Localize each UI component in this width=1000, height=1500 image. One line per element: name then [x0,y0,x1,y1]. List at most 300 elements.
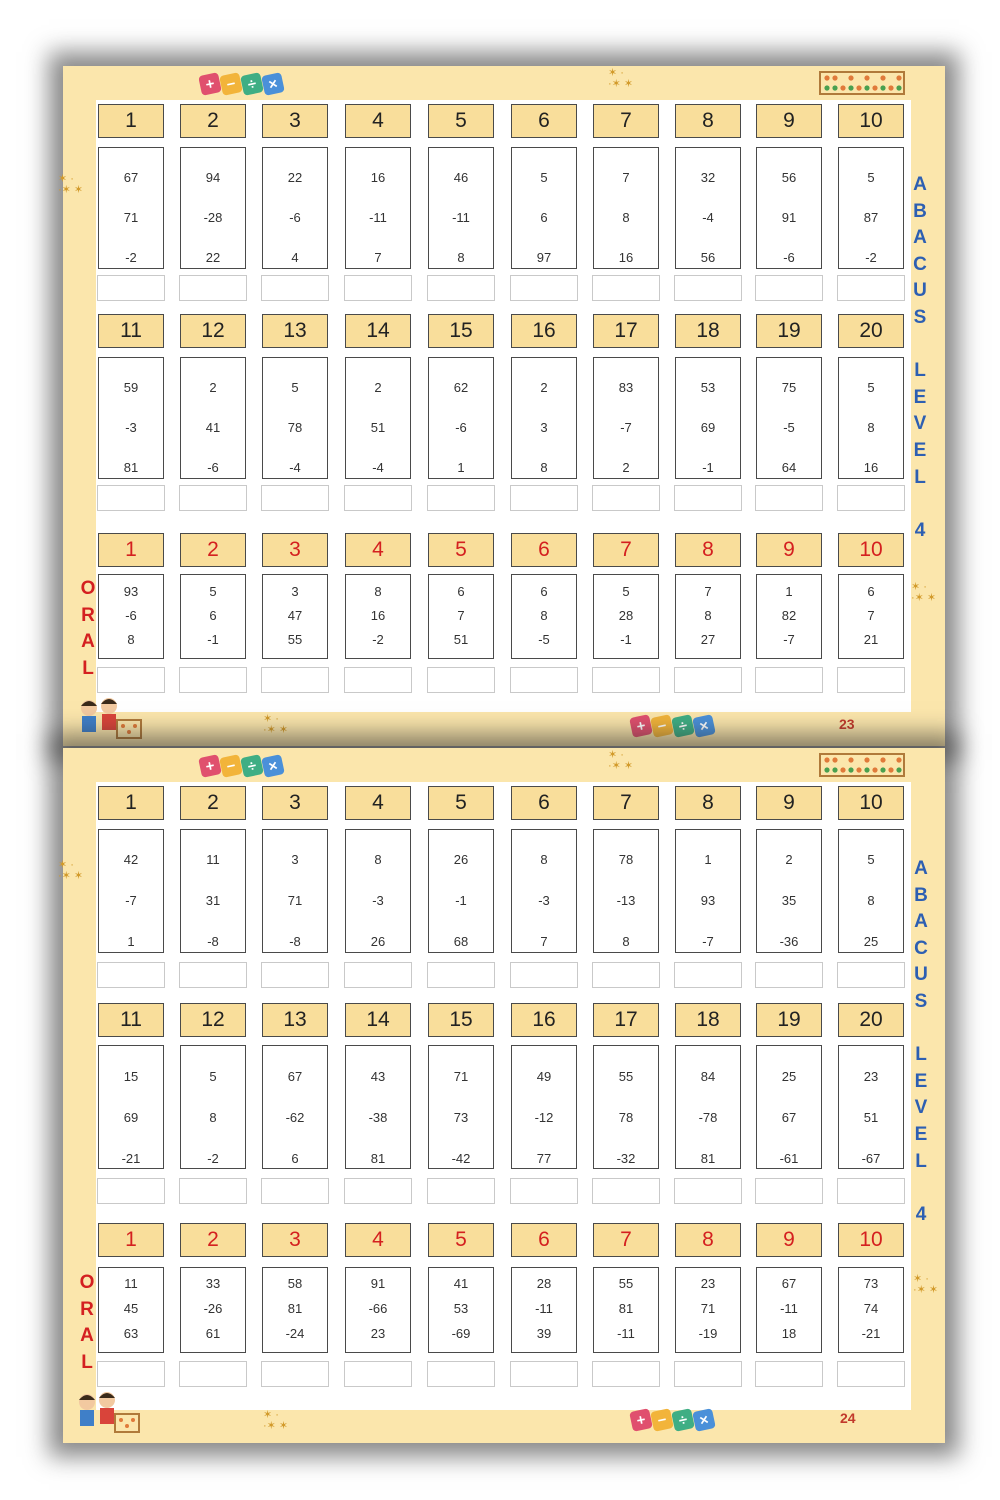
answer-box[interactable] [427,1361,495,1387]
problem-number: 6 [457,584,465,599]
problem-number: 83 [618,380,634,395]
oral-question-number: 7 [593,1223,659,1257]
problem-number: -5 [538,632,550,647]
question-number: 6 [511,786,577,820]
question-number: 5 [428,104,494,138]
problem-number: 16 [370,170,386,185]
side-letter [910,332,930,359]
side-letter: E [913,386,927,408]
answer-box[interactable] [837,667,905,693]
problem-number: 8 [622,934,630,949]
oral-question-number: 10 [838,1223,904,1257]
answer-box[interactable] [837,275,905,301]
problem-box [756,574,822,659]
question-number: 13 [262,1003,328,1037]
answer-box[interactable] [261,962,329,988]
operator-symbol-icon: × [692,1408,716,1432]
answer-box[interactable] [755,1178,823,1204]
problem-number: 41 [453,1276,469,1291]
problem-box [98,574,164,659]
problem-box [180,147,246,269]
operator-symbol-icon: ÷ [240,754,264,778]
problem-number: 69 [700,420,716,435]
oral-question-number: 10 [838,533,904,567]
answer-box[interactable] [344,962,412,988]
sparkle-icon: ✶ · ·✶ ✶ [58,173,84,196]
problem-box [511,357,577,479]
problem-number: 56 [700,250,716,265]
answer-box[interactable] [510,1178,578,1204]
answer-box[interactable] [837,485,905,511]
sparkle-icon: ✶ · ·✶ ✶ [263,713,289,736]
problem-number: -6 [455,420,467,435]
problem-number: 25 [863,934,879,949]
problem-box [675,829,741,953]
oral-question-number: 2 [180,533,246,567]
problem-number: 23 [700,1276,716,1291]
problem-box [262,829,328,953]
answer-box[interactable] [179,962,247,988]
problem-number: 23 [863,1069,879,1084]
side-letter: C [913,253,927,275]
question-number: 6 [511,104,577,138]
problem-number: -8 [289,934,301,949]
side-letter: A [914,858,928,879]
problem-number: 97 [536,250,552,265]
kids-with-abacus-icon [69,1390,141,1436]
sparkle-icon: ✶ · ·✶ ✶ [608,749,634,772]
problem-box [511,1267,577,1353]
problem-number: 1 [785,584,793,599]
answer-box[interactable] [261,485,329,511]
problem-number: 8 [209,1110,217,1125]
problem-number: 6 [209,608,217,623]
answer-box[interactable] [510,962,578,988]
sparkle-icon: ✶ · ·✶ ✶ [911,581,937,604]
problem-number: -7 [125,893,137,908]
question-number: 20 [838,1003,904,1037]
problem-number: 26 [453,852,469,867]
problem-number: -12 [534,1110,554,1125]
abacus-icon [819,71,905,95]
answer-box[interactable] [344,1178,412,1204]
operator-symbol-icon: ÷ [240,72,264,96]
problem-number: -1 [455,893,467,908]
operator-symbol-icon: + [629,714,653,738]
problem-box [593,574,659,659]
question-number: 17 [593,1003,659,1037]
problem-number: 7 [622,170,630,185]
problem-box [180,829,246,953]
problem-number: 68 [453,934,469,949]
answer-box[interactable] [510,275,578,301]
answer-box[interactable] [592,962,660,988]
problem-number: -66 [368,1301,388,1316]
question-number: 8 [675,104,741,138]
problem-number: 81 [618,1301,634,1316]
answer-box[interactable] [179,275,247,301]
problem-number: 73 [453,1110,469,1125]
problem-number: 56 [781,170,797,185]
answer-box[interactable] [837,1361,905,1387]
problem-box [675,1267,741,1353]
problem-box [345,147,411,269]
side-letter: L [915,1150,927,1172]
operator-symbol-icon: × [261,72,285,96]
answer-box[interactable] [592,1178,660,1204]
answer-box[interactable] [427,962,495,988]
side-letter: S [913,306,927,328]
answer-box[interactable] [510,1361,578,1387]
problem-number: 28 [618,608,634,623]
problem-box [98,357,164,479]
problem-number: 91 [781,210,797,225]
problem-number: 73 [863,1276,879,1291]
oral-letter: R [80,1298,94,1320]
question-number: 18 [675,314,741,348]
side-letter: S [914,990,928,1012]
question-number: 7 [593,104,659,138]
question-number: 11 [98,1003,164,1037]
side-letter: V [913,413,927,435]
problem-box [180,1045,246,1169]
answer-box[interactable] [592,275,660,301]
problem-number: 53 [700,380,716,395]
answer-box[interactable] [179,1178,247,1204]
side-letter: A [914,911,928,933]
problem-number: 22 [287,170,303,185]
problem-box [511,1045,577,1169]
question-number: 4 [345,786,411,820]
oral-letter: A [80,1325,94,1347]
problem-number: 71 [700,1301,716,1316]
answer-box[interactable] [344,667,412,693]
problem-number: 55 [618,1276,634,1291]
answer-box[interactable] [674,962,742,988]
answer-box[interactable] [97,962,165,988]
problem-number: 61 [205,1326,221,1341]
side-letter: A [913,227,927,249]
problem-box [675,357,741,479]
problem-number: 6 [867,584,875,599]
operator-symbol-icon: − [219,72,243,96]
problem-number: 7 [704,584,712,599]
problem-box [838,147,904,269]
answer-box[interactable] [837,962,905,988]
worksheet-area [96,100,911,712]
problem-number: 39 [536,1326,552,1341]
question-number: 8 [675,786,741,820]
problem-number: 75 [781,380,797,395]
operator-symbol-icon: + [629,1408,653,1432]
answer-box[interactable] [592,1361,660,1387]
operator-symbol-icon: × [692,714,716,738]
problem-number: 2 [209,380,217,395]
problem-number: -36 [779,934,799,949]
problem-number: 5 [291,380,299,395]
problem-number: 7 [540,934,548,949]
problem-number: 5 [209,1069,217,1084]
problem-number: 2 [374,380,382,395]
side-letter: 4 [914,519,926,541]
question-number: 7 [593,786,659,820]
problem-number: 32 [700,170,716,185]
problem-number: 78 [618,1110,634,1125]
problem-number: 81 [287,1301,303,1316]
problem-box [428,574,494,659]
problem-box [345,574,411,659]
answer-box[interactable] [592,667,660,693]
problem-number: 1 [127,934,135,949]
answer-box[interactable] [427,667,495,693]
problem-number: -11 [452,210,470,225]
problem-number: 67 [123,170,139,185]
question-number: 10 [838,786,904,820]
problem-number: 51 [370,420,386,435]
problem-number: -24 [285,1326,305,1341]
answer-box[interactable] [755,485,823,511]
answer-box[interactable] [592,485,660,511]
abacus-level-label [910,172,930,544]
problem-number: -4 [372,460,384,475]
problem-number: 5 [867,852,875,867]
problem-number: 93 [123,584,139,599]
problem-number: 6 [291,1151,299,1166]
answer-box[interactable] [97,275,165,301]
problem-number: -2 [372,632,384,647]
worksheet-page-24 [58,748,945,1443]
problem-number: -7 [620,420,632,435]
problem-number: 35 [781,893,797,908]
problem-number: 28 [536,1276,552,1291]
oral-letter: O [79,1272,95,1293]
oral-question-number: 9 [756,1223,822,1257]
question-number: 18 [675,1003,741,1037]
problem-number: 3 [540,420,548,435]
side-letter: B [914,884,928,906]
problem-number: -3 [372,893,384,908]
operator-symbol-icon: − [650,1408,674,1432]
problem-number: 43 [370,1069,386,1084]
math-operators-icon [631,716,714,736]
problem-number: 55 [618,1069,634,1084]
problem-box [593,1045,659,1169]
question-number: 9 [756,786,822,820]
answer-box[interactable] [427,275,495,301]
math-operators-icon [631,1410,714,1430]
problem-number: 2 [540,380,548,395]
sparkle-icon: ✶ · ·✶ ✶ [913,1273,939,1296]
oral-question-number: 3 [262,533,328,567]
problem-number: 7 [867,608,875,623]
oral-question-number: 5 [428,533,494,567]
side-letter: U [914,964,928,986]
question-number: 16 [511,314,577,348]
oral-question-number: 7 [593,533,659,567]
question-number: 14 [345,1003,411,1037]
question-number: 9 [756,104,822,138]
abacus-level-label [911,856,931,1228]
answer-box[interactable] [755,1361,823,1387]
problem-box [756,1267,822,1353]
problem-box [838,574,904,659]
problem-number: -1 [702,460,714,475]
math-operators-icon [200,74,283,94]
question-number: 11 [98,314,164,348]
problem-number: 8 [867,420,875,435]
problem-number: -7 [702,934,714,949]
question-number: 14 [345,314,411,348]
side-letter: E [914,1123,928,1145]
problem-box [756,1045,822,1169]
problem-number: 45 [123,1301,139,1316]
answer-box[interactable] [837,1178,905,1204]
problem-number: 94 [205,170,221,185]
answer-box[interactable] [674,1361,742,1387]
problem-number: 62 [453,380,469,395]
problem-number: -11 [535,1301,553,1316]
problem-box [262,357,328,479]
question-number: 15 [428,314,494,348]
answer-box[interactable] [755,962,823,988]
problem-number: 51 [453,632,469,647]
problem-number: -38 [368,1110,388,1125]
sparkle-icon: ✶ · ·✶ ✶ [58,859,84,882]
problem-box [345,357,411,479]
sparkle-icon: ✶ · ·✶ ✶ [263,1409,289,1432]
worksheet-page-23 [58,66,945,746]
side-letter: E [914,1070,928,1092]
problem-box [593,829,659,953]
problem-box [345,1045,411,1169]
answer-box[interactable] [179,667,247,693]
problem-box [262,574,328,659]
problem-number: 3 [291,852,299,867]
oral-question-number: 8 [675,533,741,567]
problem-box [511,829,577,953]
problem-number: -26 [203,1301,223,1316]
side-letter: 4 [915,1203,927,1225]
worksheet-area [96,782,911,1410]
answer-box[interactable] [261,1178,329,1204]
problem-number: 18 [781,1326,797,1341]
problem-box [345,829,411,953]
answer-box[interactable] [755,667,823,693]
answer-box[interactable] [755,275,823,301]
answer-box[interactable] [97,485,165,511]
oral-letter: L [82,657,94,679]
oral-letter: O [80,578,96,599]
problem-number: -42 [451,1151,471,1166]
problem-number: -13 [616,893,636,908]
problem-number: 2 [785,852,793,867]
problem-number: 81 [123,460,139,475]
answer-box[interactable] [179,1361,247,1387]
problem-number: 71 [453,1069,469,1084]
problem-number: -6 [125,608,137,623]
problem-number: 3 [291,584,299,599]
problem-number: 26 [370,934,386,949]
problem-number: 53 [453,1301,469,1316]
problem-number: 78 [618,852,634,867]
answer-box[interactable] [344,485,412,511]
answer-box[interactable] [427,1178,495,1204]
answer-box[interactable] [179,485,247,511]
answer-box[interactable] [344,275,412,301]
problem-number: -61 [779,1151,799,1166]
answer-box[interactable] [97,1178,165,1204]
oral-question-number: 5 [428,1223,494,1257]
problem-number: 2 [622,460,630,475]
problem-number: -6 [207,460,219,475]
answer-box[interactable] [97,667,165,693]
problem-box [262,1045,328,1169]
oral-letter: L [81,1351,93,1373]
answer-box[interactable] [261,1361,329,1387]
answer-box[interactable] [674,275,742,301]
oral-question-number: 1 [98,1223,164,1257]
oral-label [78,576,98,682]
problem-number: 5 [867,170,875,185]
problem-number: -6 [783,250,795,265]
answer-box[interactable] [674,667,742,693]
problem-number: 22 [205,250,221,265]
side-letter: L [914,360,926,382]
answer-box[interactable] [261,275,329,301]
oral-question-number: 1 [98,533,164,567]
problem-number: 8 [704,608,712,623]
answer-box[interactable] [261,667,329,693]
problem-number: 31 [205,893,221,908]
problem-number: 5 [209,584,217,599]
problem-number: 46 [453,170,469,185]
problem-box [675,574,741,659]
answer-box[interactable] [344,1361,412,1387]
problem-number: -21 [121,1151,141,1166]
problem-number: 87 [863,210,879,225]
operator-symbol-icon: × [261,754,285,778]
answer-box[interactable] [674,485,742,511]
side-letter [911,1175,931,1202]
answer-box[interactable] [427,485,495,511]
problem-number: -8 [207,934,219,949]
problem-number: -1 [620,632,632,647]
problem-number: 7 [374,250,382,265]
problem-number: 11 [206,852,220,867]
problem-number: 41 [205,420,221,435]
operator-symbol-icon: − [650,714,674,738]
problem-number: 5 [867,380,875,395]
problem-box [98,1267,164,1353]
answer-box[interactable] [510,667,578,693]
answer-box[interactable] [97,1361,165,1387]
answer-box[interactable] [674,1178,742,1204]
problem-box [98,829,164,953]
problem-number: 67 [781,1110,797,1125]
answer-box[interactable] [510,485,578,511]
problem-box [756,147,822,269]
problem-number: 8 [867,893,875,908]
operator-symbol-icon: + [198,754,222,778]
side-letter: A [913,174,927,195]
problem-number: 59 [123,380,139,395]
math-operators-icon [200,756,283,776]
problem-number: 4 [291,250,299,265]
problem-number: -7 [783,632,795,647]
side-letter: V [914,1097,928,1119]
question-number: 17 [593,314,659,348]
problem-number: 8 [540,608,548,623]
